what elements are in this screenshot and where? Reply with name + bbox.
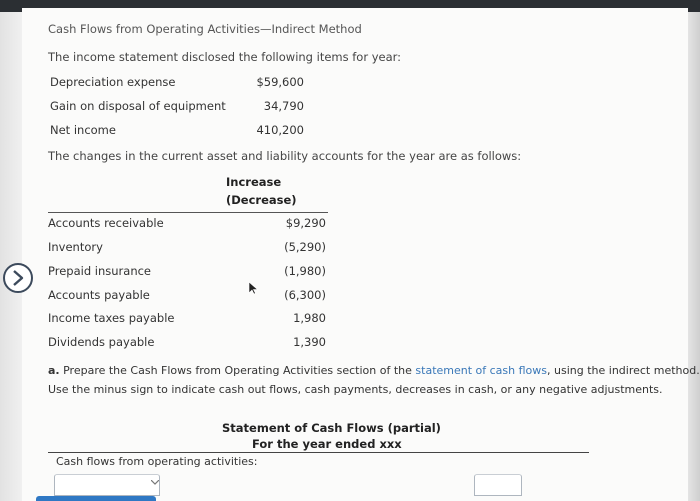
instruction-text-end: , using the indirect method. xyxy=(547,364,700,377)
income-statement-intro: The income statement disclosed the following items for year: xyxy=(48,50,402,64)
changes-header-rule xyxy=(48,212,328,213)
change-item-value: 1,980 xyxy=(293,311,326,325)
instruction-line-1 xyxy=(48,364,700,377)
statement-of-cash-flows-link[interactable]: statement of cash flows xyxy=(415,364,548,377)
income-item-value: $59,600 xyxy=(256,75,304,89)
next-question-button[interactable] xyxy=(3,263,33,293)
left-rail xyxy=(0,12,22,501)
change-item-label: Accounts payable xyxy=(48,288,150,302)
instruction-line-2: Use the minus sign to indicate cash out flows, cash payments, decreases in cash, or any negative adjustments. xyxy=(48,383,663,396)
instruction-prefix: a. xyxy=(48,364,60,377)
income-item-label: Depreciation expense xyxy=(50,75,176,89)
change-item-label: Income taxes payable xyxy=(48,311,175,325)
chevron-right-icon xyxy=(11,270,25,286)
operating-activity-amount-input[interactable] xyxy=(474,474,522,496)
changes-intro: The changes in the current asset and liability accounts for the year are as follows: xyxy=(48,149,522,163)
income-item-value: 34,790 xyxy=(263,99,304,113)
problem-page xyxy=(22,8,700,501)
change-item-label: Prepaid insurance xyxy=(48,264,152,278)
right-rail xyxy=(688,12,700,501)
change-item-value: $9,290 xyxy=(285,216,326,230)
change-item-value: (5,290) xyxy=(284,240,326,254)
change-item-value: (6,300) xyxy=(284,288,326,302)
change-item-label: Dividends payable xyxy=(48,335,155,349)
operating-activity-dropdown[interactable] xyxy=(54,474,160,496)
instruction-text: Prepare the Cash Flows from Operating Activities section of the xyxy=(63,364,412,377)
income-item-label: Net income xyxy=(50,123,116,137)
accent-tab xyxy=(36,496,156,501)
changes-header-increase: Increase xyxy=(226,175,282,189)
changes-header-decrease: (Decrease) xyxy=(226,193,297,207)
statement-header-rule xyxy=(48,452,589,453)
problem-title: Cash Flows from Operating Activities—Indirect Method xyxy=(48,22,362,36)
change-item-label: Inventory xyxy=(48,240,103,254)
operating-activities-label: Cash flows from operating activities: xyxy=(56,455,258,468)
chevron-down-icon xyxy=(151,480,159,485)
change-item-value: (1,980) xyxy=(284,264,326,278)
mouse-cursor-icon xyxy=(248,280,258,299)
statement-subtitle: For the year ended xxx xyxy=(252,437,402,451)
change-item-value: 1,390 xyxy=(293,335,326,349)
income-item-value: 410,200 xyxy=(256,123,304,137)
income-item-label: Gain on disposal of equipment xyxy=(50,99,226,113)
change-item-label: Accounts receivable xyxy=(48,216,164,230)
statement-title: Statement of Cash Flows (partial) xyxy=(222,421,441,435)
